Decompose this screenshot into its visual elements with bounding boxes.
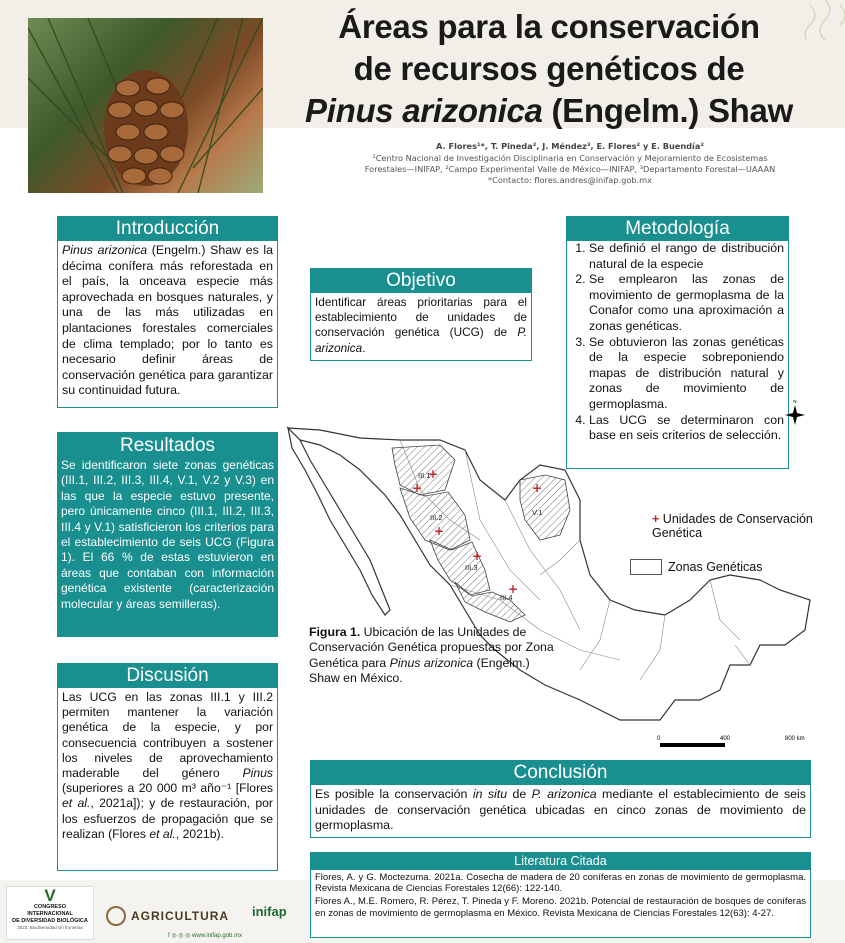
introduccion-species: Pinus arizonica (62, 243, 148, 257)
resultados-section (57, 432, 278, 637)
resultados-heading: Resultados (57, 432, 278, 458)
introduccion-text: Pinus arizonica (Engelm.) Shaw es la décima conífera más reforestada en el país, la onceava especie más aprovechada en bosques naturales, y una de las más utilizadas en plantaciones forestales comerciales de clima templado; por lo tanto es necesario definir áreas de conservación genética para garantizar su continuidad futura. (62, 243, 274, 398)
svg-text:0: 0 (657, 736, 661, 742)
ucg-marker: + (508, 582, 519, 596)
list-item: 3. Se obtuvieron las zonas genéticas de la especie sobreponiendo mapas de distribución natural y zonas de movimiento de germoplasma. (589, 335, 784, 413)
objetivo-section (310, 268, 532, 361)
affiliations (300, 153, 840, 186)
list-item: 1. Se definió el rango de distribución natural de la especie (589, 241, 784, 272)
scale-bar (657, 736, 805, 747)
title-line-1: Áreas para la conservación (338, 8, 760, 45)
ucg-marker: + (428, 467, 439, 481)
mexico-map (280, 400, 820, 750)
svg-text:N: N (793, 400, 797, 405)
seal-icon (106, 906, 126, 926)
ucg-marker: + (412, 481, 423, 495)
reference-list (311, 870, 810, 921)
resultados-text: Se identificaron siete zonas genéticas (III.1, III.2, III.3, III.4, V.1, V.2 y V.3) en las que la especie estuvo presente, pero únicamente cinco (III.1, III.2, III.3, III.4 y V.1) satisficieron los criterios para el establecimiento de seis UCG (Figura 1). El 66 % de estas estuvieron en áreas que contaban con información genética existente (caracterización molecular y áreas semilleras). (61, 458, 274, 611)
agricultura-logo: AGRICULTURA (106, 905, 246, 927)
legend-zones-label: Zonas Genéticas (668, 560, 763, 574)
objetivo-text: Identificar áreas prioritarias para el establecimiento de unidades de conservación genética (UCG) de P. arizonica. (315, 295, 527, 355)
poster-title (268, 6, 830, 132)
inifap-logo: inifap (252, 904, 287, 919)
introduccion-heading: Introducción (58, 217, 277, 241)
congress-logo: V CONGRESO INTERNACIONAL DE DIVERSIDAD BIOLÓGICA 2023. Biodiversidad sin fronteras (6, 886, 94, 940)
ucg-marker: + (532, 481, 543, 495)
authors: A. Flores¹*, T. Pineda², J. Méndez³, E. Flores² y E. Buendía² (436, 141, 704, 151)
north-arrow-icon (785, 400, 805, 425)
svg-text:800 km: 800 km (785, 736, 805, 742)
objetivo-heading: Objetivo (311, 269, 531, 293)
pine-cone-photo (28, 18, 263, 193)
conclusion-heading: Conclusión (311, 761, 810, 785)
ucg-marker: + (434, 524, 445, 538)
zones-swatch-icon (630, 559, 662, 575)
legend-zones (630, 559, 830, 575)
discusion-text: Las UCG en las zonas III.1 y III.2 permiten mantener la variación genética de la especie, y por consecuencia contribuyen a sostener los niveles de aprovechamiento maderable del género Pinus (superiores a 20 000 m³ año⁻¹ [Flores et al., 2021a]); y de restauración, por los esfuerzos de propagación que se realizan (Flores et al., 2021b). (62, 690, 273, 841)
introduccion-section (57, 216, 278, 408)
contact: *Contacto: flores.andres@inifap.gob.mx (488, 175, 652, 185)
title-tail: (Engelm.) Shaw (542, 92, 793, 129)
literatura-section (310, 852, 811, 938)
zone-label-III1: III.1 (418, 471, 431, 480)
affiliation-line-1: ¹Centro Nacional de Investigación Disciplinaria en Conservación y Mejoramiento de Ecosistemas (372, 153, 768, 163)
svg-text:400: 400 (720, 736, 731, 742)
discusion-section (57, 663, 278, 871)
congress-v: V (44, 886, 56, 905)
zone-label-III3: III.3 (465, 563, 478, 572)
title-line-2: de recursos genéticos de (353, 50, 745, 87)
zone-label-V1: V.1 (532, 508, 543, 517)
zone-label-III4: III.4 (500, 593, 513, 602)
pine-cone-illustration (28, 18, 263, 193)
discusion-heading: Discusión (58, 664, 277, 688)
metodologia-heading: Metodología (567, 217, 788, 241)
zone-label-III2: III.2 (430, 513, 443, 522)
title-species: Pinus arizonica (305, 92, 543, 129)
legend-ucg (652, 512, 832, 540)
literatura-heading: Literatura Citada (311, 853, 810, 870)
conclusion-text: Es posible la conservación in situ de P. arizonica mediante el establecimiento de seis unidades de conservación genética ubicadas en cinco zonas de movimiento de germoplasma. (315, 787, 806, 833)
list-item: 2. Se emplearon las zonas de movimiento de germoplasma de la Conafor como una aproximación a zonas genéticas. (589, 272, 784, 334)
reference-2: Flores A., M.E. Romero, R. Pérez, T. Pineda y F. Moreno. 2021b. Potencial de restauración de bosques de coníferas en zonas de movimiento de germoplasma en México. Revista Mexicana de Ciencias Forestales 12(63): 4-27. (315, 896, 806, 919)
legend-ucg-label: Unidades de Conservación Genética (652, 512, 813, 540)
reference-1: Flores, A. y G. Moctezuma. 2021a. Cosecha de madera de 20 coníferas en zonas de movimiento de germoplasma. Revista Mexicana de Ciencias Forestales 12(66): 122-140. (315, 872, 806, 895)
ucg-plus-icon: + (652, 512, 660, 526)
affiliation-line-2: Forestales—INIFAP, ²Campo Experimental Valle de México—INIFAP, ³Departamento Forestal—UAAAN (364, 164, 776, 174)
figure-caption: Figura 1. Ubicación de las Unidades de Conservación Genética propuestas por Zona Genética para Pinus arizonica (Engelm.) Shaw en México. (309, 625, 554, 686)
conclusion-section (310, 760, 811, 838)
social-links: f ◎ ◎ ◎ www.inifap.gob.mx (168, 933, 243, 939)
list-item: 4. Las UCG se determinaron con base en seis criterios de selección. (589, 413, 784, 444)
ucg-marker: + (472, 549, 483, 563)
